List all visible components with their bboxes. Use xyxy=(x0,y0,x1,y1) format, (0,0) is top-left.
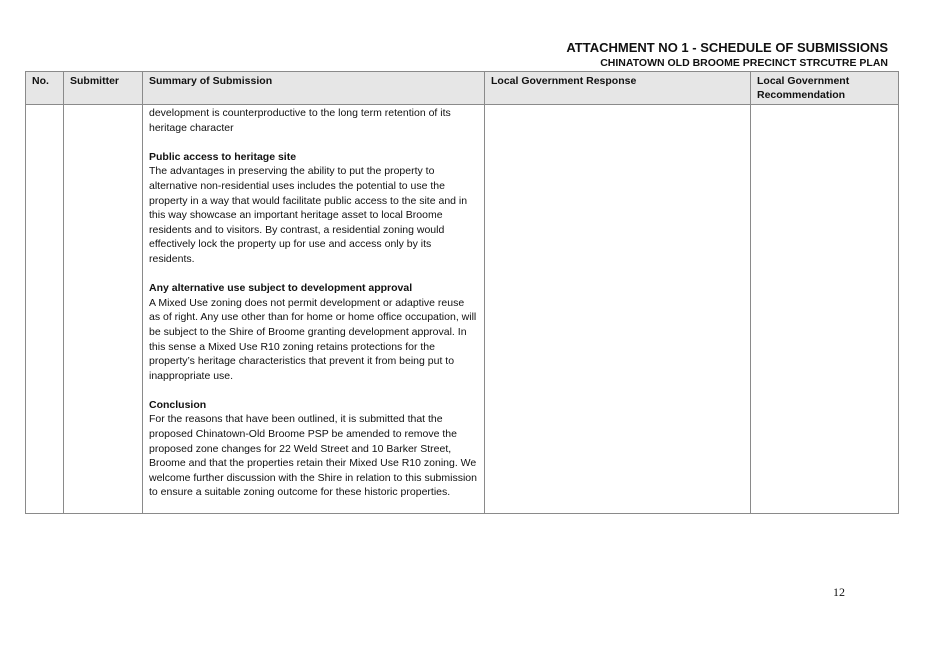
cell-number xyxy=(26,105,64,514)
paragraph-spacer xyxy=(149,383,478,398)
section-heading-public-access: Public access to heritage site xyxy=(149,150,297,163)
column-header-response: Local Government Response xyxy=(485,72,751,105)
summary-intro: development is counterproductive to the long term retention of its heritage character xyxy=(149,107,451,134)
document-subtitle: CHINATOWN OLD BROOME PRECINCT STRCUTRE PLAN xyxy=(600,57,888,69)
section-body-conclusion: For the reasons that have been outlined, it is submitted that the proposed Chinatown-Old Broome PSP be amended to remove the proposed zone changes for 22 Weld Street and 10 Barker Street, Broome and that the properties retain their Mixed Use R10 zoning. We welcome further discussion with the Shire in relation to this submission to ensure a suitable zoning outcome for these historic properties. xyxy=(149,413,477,499)
submissions-table xyxy=(25,71,899,514)
cell-response xyxy=(485,105,751,514)
column-header-recommendation: Local Government Recommendation xyxy=(751,72,899,105)
document-title: ATTACHMENT NO 1 - SCHEDULE OF SUBMISSIONS xyxy=(566,40,888,55)
cell-summary xyxy=(143,105,485,514)
paragraph-spacer xyxy=(149,135,478,150)
section-heading-conclusion: Conclusion xyxy=(149,398,207,411)
table-header-row xyxy=(26,72,899,105)
section-heading-development-approval: Any alternative use subject to development approval xyxy=(149,282,413,295)
paragraph-spacer xyxy=(149,267,478,282)
section-body-development-approval: A Mixed Use zoning does not permit development or adaptive reuse as of right. Any use other than for home or home office occupation, will be subject to the Shire of Broome granting development approval. In this sense a Mixed Use R10 zoning retains protections for the property’s heritage characteristics that prevent it from being put to inappropriate use. xyxy=(149,296,477,382)
column-header-submitter: Submitter xyxy=(64,72,143,105)
column-header-summary: Summary of Submission xyxy=(143,72,485,105)
section-body-public-access: The advantages in preserving the ability to put the property to alternative non-residential uses includes the potential to use the property in a way that would facilitate public access to the site and in this way showcase an important heritage asset to local Broome residents and to visitors. By contrast, a residential zoning would effectively lock the property up for use and access only by its residents. xyxy=(149,165,468,265)
table-row xyxy=(26,105,899,514)
cell-recommendation xyxy=(751,105,899,514)
column-header-number: No. xyxy=(26,72,64,105)
cell-submitter xyxy=(64,105,143,514)
page-number: 12 xyxy=(833,585,845,599)
